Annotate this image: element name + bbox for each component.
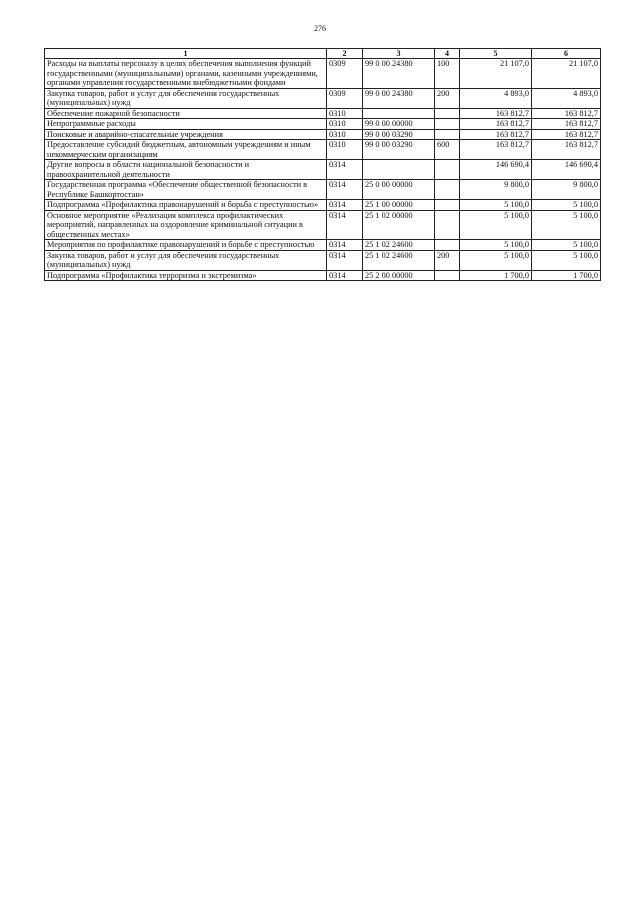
- table-row: [45, 140, 601, 160]
- row-target-cell: 99 0 00 24380: [363, 59, 435, 89]
- row-sum2-cell: 5 100,0: [532, 210, 601, 240]
- row-sum1-cell: 163 812,7: [460, 140, 532, 160]
- table-row: [45, 210, 601, 240]
- row-name-cell: Основное мероприятие «Реализация комплекса профилактических мероприятий, направленных на оздоровление криминальной ситуации в общественных местах»: [45, 210, 327, 240]
- table-row: [45, 180, 601, 200]
- page-number: 276: [314, 24, 326, 33]
- row-target-cell: 99 0 00 24380: [363, 88, 435, 108]
- row-target-cell: 25 1 00 00000: [363, 200, 435, 211]
- row-type-cell: [435, 200, 460, 211]
- row-sum2-cell: 163 812,7: [532, 108, 601, 119]
- row-sum1-cell: 21 107,0: [460, 59, 532, 89]
- column-header: 6: [532, 49, 601, 59]
- row-target-cell: [363, 108, 435, 119]
- row-sum1-cell: 163 812,7: [460, 129, 532, 140]
- row-target-cell: 25 1 02 00000: [363, 210, 435, 240]
- row-sum1-cell: 5 100,0: [460, 200, 532, 211]
- table-row: [45, 250, 601, 270]
- row-section-cell: 0310: [327, 129, 363, 140]
- row-type-cell: 200: [435, 250, 460, 270]
- column-header: 3: [363, 49, 435, 59]
- row-name-cell: Закупка товаров, работ и услуг для обеспечения государственных (муниципальных) нужд: [45, 250, 327, 270]
- column-header: 2: [327, 49, 363, 59]
- row-type-cell: 200: [435, 88, 460, 108]
- row-target-cell: 25 1 02 24600: [363, 250, 435, 270]
- row-name-cell: Подпрограмма «Профилактика терроризма и экстремизма»: [45, 270, 327, 281]
- table-body: [45, 59, 601, 281]
- row-sum1-cell: 146 690,4: [460, 160, 532, 180]
- row-section-cell: 0314: [327, 180, 363, 200]
- table-row: [45, 240, 601, 251]
- row-section-cell: 0309: [327, 88, 363, 108]
- row-target-cell: 25 2 00 00000: [363, 270, 435, 281]
- row-type-cell: [435, 119, 460, 130]
- table-row: [45, 200, 601, 211]
- table-row: [45, 270, 601, 281]
- row-target-cell: 99 0 00 03290: [363, 129, 435, 140]
- row-target-cell: [363, 160, 435, 180]
- row-sum1-cell: 5 100,0: [460, 210, 532, 240]
- row-sum2-cell: 4 893,0: [532, 88, 601, 108]
- row-section-cell: 0309: [327, 59, 363, 89]
- row-name-cell: Обеспечение пожарной безопасности: [45, 108, 327, 119]
- row-section-cell: 0310: [327, 140, 363, 160]
- row-name-cell: Подпрограмма «Профилактика правонарушений и борьба с преступностью»: [45, 200, 327, 211]
- row-type-cell: [435, 210, 460, 240]
- column-header: 1: [45, 49, 327, 59]
- row-sum2-cell: 21 107,0: [532, 59, 601, 89]
- row-section-cell: 0314: [327, 210, 363, 240]
- row-target-cell: 99 0 00 00000: [363, 119, 435, 130]
- row-sum2-cell: 1 700,0: [532, 270, 601, 281]
- row-sum2-cell: 5 100,0: [532, 240, 601, 251]
- row-sum1-cell: 1 700,0: [460, 270, 532, 281]
- row-type-cell: [435, 240, 460, 251]
- row-sum2-cell: 9 800,0: [532, 180, 601, 200]
- row-target-cell: 25 0 00 00000: [363, 180, 435, 200]
- row-name-cell: Мероприятия по профилактике правонарушений и борьбе с преступностью: [45, 240, 327, 251]
- row-sum2-cell: 163 812,7: [532, 119, 601, 130]
- row-type-cell: [435, 180, 460, 200]
- table-row: [45, 59, 601, 89]
- row-sum2-cell: 146 690,4: [532, 160, 601, 180]
- row-sum1-cell: 5 100,0: [460, 240, 532, 251]
- row-section-cell: 0314: [327, 270, 363, 281]
- row-name-cell: Непрограммные расходы: [45, 119, 327, 130]
- row-section-cell: 0314: [327, 250, 363, 270]
- row-name-cell: Государственная программа «Обеспечение общественной безопасности в Республике Башкортостан»: [45, 180, 327, 200]
- row-sum1-cell: 9 800,0: [460, 180, 532, 200]
- row-type-cell: [435, 108, 460, 119]
- table-row: [45, 108, 601, 119]
- table-row: [45, 160, 601, 180]
- row-sum1-cell: 4 893,0: [460, 88, 532, 108]
- table-row: [45, 119, 601, 130]
- row-type-cell: [435, 160, 460, 180]
- row-sum2-cell: 5 100,0: [532, 250, 601, 270]
- row-sum1-cell: 5 100,0: [460, 250, 532, 270]
- table-header-row: [45, 49, 601, 59]
- row-type-cell: [435, 129, 460, 140]
- row-type-cell: 600: [435, 140, 460, 160]
- row-sum2-cell: 163 812,7: [532, 129, 601, 140]
- column-header: 5: [460, 49, 532, 59]
- row-name-cell: Другие вопросы в области национальной безопасности и правоохранительной деятельности: [45, 160, 327, 180]
- row-name-cell: Расходы на выплаты персоналу в целях обеспечения выполнения функций государственными (муниципальными) органами, казенными учреждениями, органами управления государственными внебюджетными фондами: [45, 59, 327, 89]
- row-sum1-cell: 163 812,7: [460, 108, 532, 119]
- row-sum2-cell: 163 812,7: [532, 140, 601, 160]
- row-section-cell: 0310: [327, 119, 363, 130]
- table-row: [45, 129, 601, 140]
- table-row: [45, 88, 601, 108]
- row-type-cell: 100: [435, 59, 460, 89]
- row-target-cell: 99 0 00 03290: [363, 140, 435, 160]
- row-name-cell: Поисковые и аварийно-спасательные учреждения: [45, 129, 327, 140]
- row-name-cell: Закупка товаров, работ и услуг для обеспечения государственных (муниципальных) нужд: [45, 88, 327, 108]
- row-section-cell: 0310: [327, 108, 363, 119]
- row-name-cell: Предоставление субсидий бюджетным, автономным учреждениям и иным некоммерческим организациям: [45, 140, 327, 160]
- budget-table: [44, 48, 601, 281]
- row-section-cell: 0314: [327, 200, 363, 211]
- row-sum1-cell: 163 812,7: [460, 119, 532, 130]
- row-section-cell: 0314: [327, 240, 363, 251]
- row-type-cell: [435, 270, 460, 281]
- column-header: 4: [435, 49, 460, 59]
- row-sum2-cell: 5 100,0: [532, 200, 601, 211]
- row-target-cell: 25 1 02 24600: [363, 240, 435, 251]
- row-section-cell: 0314: [327, 160, 363, 180]
